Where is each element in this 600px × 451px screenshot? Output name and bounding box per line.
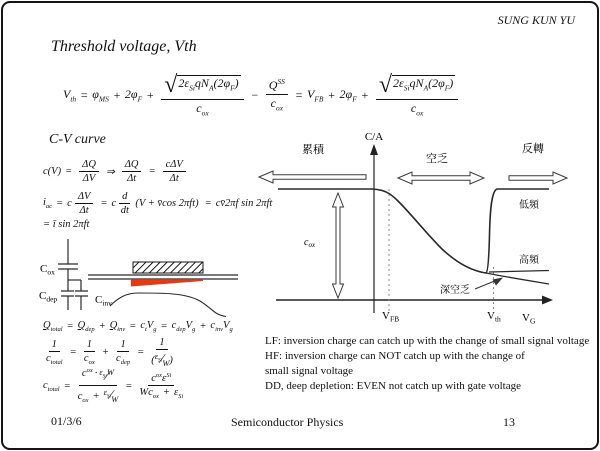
math-token: $c_{total}$: [43, 379, 60, 393]
vth-tick-label: $V_{th}$: [487, 310, 501, 324]
denominator: $c_{ox}$: [410, 101, 424, 118]
accumulation-arrow: [259, 171, 366, 183]
math-token: =: [100, 198, 108, 209]
radicand: $2\varepsilon_{Si}qN_A(2\varphi_F)$: [393, 76, 454, 93]
ac-current-equation: [43, 191, 272, 216]
cdep-label: $C_{dep}$: [39, 290, 58, 304]
radical-sign: √: [378, 72, 393, 98]
main-cv-curve: [278, 189, 486, 273]
low-frequency-branch: [486, 189, 549, 273]
radical-sign: √: [164, 72, 178, 98]
fraction: c $^{ox}$ ε $^{Si}$ $Wc_{ox} + \varepsilon_{Si}$: [139, 371, 184, 400]
inversion-layer-red-wedge: [131, 280, 203, 287]
math-token: c: [111, 198, 117, 209]
cv-curve-graph: [256, 127, 599, 332]
fraction: $\frac{1}{c_{ox}}$: [83, 338, 95, 366]
math-token: = ī sin 2πft: [43, 219, 90, 230]
date-label: 01/3/6: [51, 414, 82, 428]
cox-graph-label: $c_{ox}$: [304, 237, 316, 249]
note-dd: DD, deep depletion: EVEN not catch up with gate voltage: [265, 379, 521, 392]
math-token: $Q_{inv}$: [109, 320, 126, 334]
author-name: SUNG KUN YU: [497, 13, 575, 27]
cv-definition-equation: [43, 159, 189, 184]
math-token: $V_{th}$: [63, 87, 77, 104]
math-token: ⇒: [105, 166, 115, 178]
qss-fraction: [266, 78, 288, 112]
math-token: +: [146, 87, 155, 102]
depletion-double-arrow: [398, 172, 484, 184]
math-token: c: [67, 198, 72, 209]
deep-depletion-label: 深空乏: [440, 285, 470, 296]
note-hf: HF: inversion charge can NOT catch up with the change of: [265, 349, 525, 362]
math-token: =: [63, 380, 71, 392]
footer-course-title: Semiconductor Physics: [231, 415, 344, 429]
note-hf-continued: small signal voltage: [265, 364, 353, 377]
fraction: $\frac{1}{c_{total}}$: [46, 338, 63, 366]
inversion-arrow: [509, 172, 567, 184]
math-token: $V_{FB}$: [307, 87, 324, 104]
math-token: cv̄2πf sin 2πft: [215, 198, 273, 209]
math-token: $Q_{total}$: [43, 320, 63, 334]
gate-hatched-rect: [133, 262, 203, 273]
cox-label: $C_{ox}$: [40, 263, 55, 277]
math-token: $c_{dep}V_g$: [171, 320, 196, 334]
high-frequency-branch: [489, 271, 549, 273]
ac-current-continuation: [43, 219, 89, 230]
math-token: =: [125, 380, 133, 392]
math-token: +: [327, 87, 336, 102]
slide: [1, 1, 599, 450]
denominator: $c_{ox}$: [196, 101, 209, 118]
math-token: =: [69, 346, 77, 358]
frequency-notes: [265, 334, 589, 393]
math-token: +: [199, 321, 207, 333]
fraction: $\frac{\Delta Q}{\Delta t}$: [122, 159, 142, 184]
denominator: $c_{ox}$: [270, 96, 284, 113]
depletion-boundary-curve: [110, 293, 226, 317]
numerator: [376, 73, 458, 100]
y-axis-arrowhead: [370, 144, 378, 155]
charge-equation: [43, 320, 233, 334]
total-capacitance-equation: [43, 368, 186, 405]
vth-equation: [63, 73, 461, 117]
page-number: 13: [503, 415, 515, 429]
math-token: $i_{ac}$: [43, 196, 53, 210]
math-token: $\varphi_{MS}$: [92, 87, 109, 104]
note-lf: LF: inversion charge can catch up with the change of small signal voltage: [265, 335, 590, 347]
fraction: $\frac{\text{cΔV}}{\Delta t}$: [163, 159, 186, 184]
page-title: Threshold voltage, Vth: [51, 38, 197, 55]
math-token: $c_{inv}V_g$: [210, 320, 233, 334]
wire: [68, 280, 81, 291]
fraction: $\frac{\Delta V}{\Delta t}$: [75, 191, 94, 216]
math-token: $2\varphi_F$: [124, 87, 143, 104]
y-axis-label: C/A: [364, 131, 384, 143]
math-token: =: [148, 166, 156, 177]
fraction: c $^{ox}$ · $\varepsilon_{Si}$ ∕ W $c_{ox}$ + $^{\varepsilon_{Si}}∕_W$: [77, 367, 119, 405]
low-frequency-label: 低頻: [519, 200, 539, 211]
math-token: =: [204, 198, 212, 209]
reciprocal-capacitance-equation: [43, 337, 176, 368]
math-token: =: [66, 321, 74, 333]
fraction: $\frac{1}{(^{\varepsilon_{Si}}∕_W)}$: [151, 337, 173, 368]
math-token: −: [250, 87, 259, 102]
math-token: c(V): [43, 166, 62, 177]
math-token: +: [98, 321, 106, 333]
cox-vertical-double-arrow: [333, 193, 344, 298]
fraction: $\frac{d}{dt}$: [120, 191, 129, 216]
accumulation-region-label: 累積: [302, 144, 324, 156]
depletion-region-label: 空乏: [426, 153, 448, 165]
high-frequency-label: 高頻: [519, 255, 539, 266]
x-axis-arrowhead: [542, 296, 553, 305]
math-token: =: [56, 198, 64, 209]
math-token: $c_tV_g$: [140, 320, 157, 334]
wire: [68, 296, 81, 310]
math-token: =: [65, 166, 73, 177]
math-token: =: [80, 87, 89, 102]
vfb-tick-label: $V_{FB}$: [382, 310, 400, 324]
math-token: (V + v̄cos 2πft): [135, 198, 199, 209]
math-token: $2\varphi_F$: [339, 87, 357, 104]
math-token: =: [160, 321, 168, 333]
cinv-label: $C_{inv}$: [95, 294, 112, 308]
sqrt-fraction: [161, 73, 243, 117]
deep-depletion-pointer-arrowhead: [493, 278, 504, 286]
fraction: $\frac{\Delta Q}{\Delta V}$: [79, 159, 99, 184]
cdep-capacitor-plates: [61, 291, 74, 296]
numerator: Q $^{SS}$: [266, 78, 288, 95]
math-token: $Q_{dep}$: [77, 320, 95, 334]
section-heading: C-V curve: [49, 132, 106, 147]
inversion-region-label: 反轉: [522, 143, 544, 155]
math-token: +: [112, 87, 121, 102]
equivalent-circuit-diagram: [38, 235, 238, 323]
fraction: $\frac{1}{c_{dep}}$: [116, 338, 131, 366]
math-token: =: [137, 346, 145, 358]
numerator: [161, 73, 243, 100]
cinv-capacitor-plates: [75, 291, 88, 296]
math-token: =: [294, 87, 303, 102]
math-token: +: [360, 87, 369, 102]
vg-axis-label: $V_G$: [522, 312, 536, 326]
math-token: =: [129, 321, 137, 333]
sqrt-fraction: [376, 73, 458, 117]
math-token: +: [101, 346, 110, 358]
radicand: $2\varepsilon_{Si}qN_A(2\varphi_F)$: [178, 76, 239, 93]
